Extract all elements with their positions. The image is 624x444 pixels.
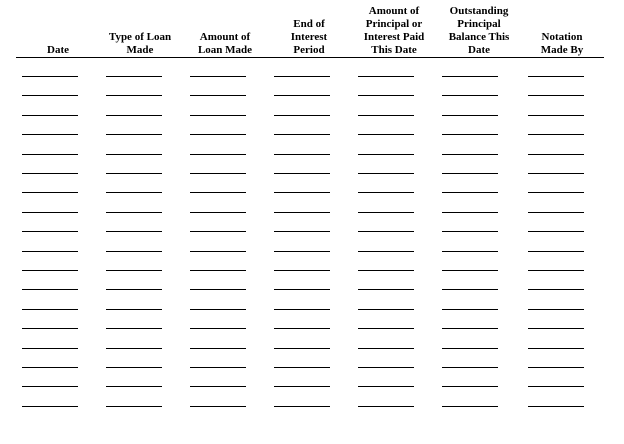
blank-line-end-of-interest-period bbox=[274, 173, 330, 174]
blank-line-amount-of-loan bbox=[190, 348, 246, 349]
blank-line-end-of-interest-period bbox=[274, 406, 330, 407]
blank-line-type-of-loan bbox=[106, 192, 162, 193]
blank-line-type-of-loan bbox=[106, 309, 162, 310]
blank-line-outstanding-balance bbox=[442, 251, 498, 252]
blank-line-amount-paid bbox=[358, 134, 414, 135]
blank-line-amount-paid bbox=[358, 76, 414, 77]
column-header-amount-of-loan: Amount of Loan Made bbox=[197, 31, 253, 56]
blank-line-date bbox=[22, 154, 78, 155]
blank-line-amount-of-loan bbox=[190, 289, 246, 290]
blank-line-date bbox=[22, 386, 78, 387]
blank-line-type-of-loan bbox=[106, 367, 162, 368]
blank-line-outstanding-balance bbox=[442, 309, 498, 310]
blank-line-amount-paid bbox=[358, 251, 414, 252]
blank-line-amount-of-loan bbox=[190, 115, 246, 116]
blank-line-amount-paid bbox=[358, 212, 414, 213]
blank-line-end-of-interest-period bbox=[274, 154, 330, 155]
blank-line-date bbox=[22, 289, 78, 290]
blank-line-amount-paid bbox=[358, 309, 414, 310]
blank-line-date bbox=[22, 95, 78, 96]
blank-line-type-of-loan bbox=[106, 76, 162, 77]
blank-line-amount-of-loan bbox=[190, 95, 246, 96]
blank-line-outstanding-balance bbox=[442, 95, 498, 96]
blank-line-outstanding-balance bbox=[442, 173, 498, 174]
blank-line-outstanding-balance bbox=[442, 289, 498, 290]
blank-line-outstanding-balance bbox=[442, 348, 498, 349]
blank-line-amount-paid bbox=[358, 173, 414, 174]
blank-line-end-of-interest-period bbox=[274, 115, 330, 116]
blank-line-outstanding-balance bbox=[442, 76, 498, 77]
blank-line-outstanding-balance bbox=[442, 134, 498, 135]
blank-line-end-of-interest-period bbox=[274, 367, 330, 368]
blank-line-amount-of-loan bbox=[190, 173, 246, 174]
blank-line-date bbox=[22, 328, 78, 329]
blank-line-amount-of-loan bbox=[190, 212, 246, 213]
blank-line-amount-of-loan bbox=[190, 270, 246, 271]
blank-line-amount-paid bbox=[358, 289, 414, 290]
blank-line-amount-of-loan bbox=[190, 406, 246, 407]
blank-line-date bbox=[22, 212, 78, 213]
blank-line-date bbox=[22, 251, 78, 252]
blank-line-type-of-loan bbox=[106, 270, 162, 271]
blank-line-amount-paid bbox=[358, 386, 414, 387]
blank-line-notation-made-by bbox=[528, 367, 584, 368]
blank-line-amount-of-loan bbox=[190, 134, 246, 135]
blank-line-amount-of-loan bbox=[190, 251, 246, 252]
blank-line-type-of-loan bbox=[106, 95, 162, 96]
blank-line-notation-made-by bbox=[528, 328, 584, 329]
blank-line-outstanding-balance bbox=[442, 231, 498, 232]
blank-line-amount-paid bbox=[358, 115, 414, 116]
column-header-end-of-interest-period: End of Interest Period bbox=[290, 18, 328, 56]
blank-line-end-of-interest-period bbox=[274, 348, 330, 349]
blank-line-outstanding-balance bbox=[442, 212, 498, 213]
blank-line-notation-made-by bbox=[528, 406, 584, 407]
blank-line-amount-paid bbox=[358, 95, 414, 96]
blank-line-outstanding-balance bbox=[442, 386, 498, 387]
blank-line-type-of-loan bbox=[106, 289, 162, 290]
blank-line-amount-of-loan bbox=[190, 154, 246, 155]
blank-line-outstanding-balance bbox=[442, 192, 498, 193]
blank-line-end-of-interest-period bbox=[274, 231, 330, 232]
blank-line-amount-paid bbox=[358, 328, 414, 329]
blank-line-end-of-interest-period bbox=[274, 386, 330, 387]
blank-line-outstanding-balance bbox=[442, 154, 498, 155]
blank-line-end-of-interest-period bbox=[274, 328, 330, 329]
blank-line-end-of-interest-period bbox=[274, 289, 330, 290]
blank-line-outstanding-balance bbox=[442, 328, 498, 329]
blank-line-type-of-loan bbox=[106, 348, 162, 349]
blank-line-notation-made-by bbox=[528, 154, 584, 155]
blank-line-amount-of-loan bbox=[190, 76, 246, 77]
blank-line-end-of-interest-period bbox=[274, 270, 330, 271]
blank-line-date bbox=[22, 406, 78, 407]
blank-line-amount-paid bbox=[358, 367, 414, 368]
blank-line-outstanding-balance bbox=[442, 367, 498, 368]
blank-line-type-of-loan bbox=[106, 212, 162, 213]
blank-line-notation-made-by bbox=[528, 95, 584, 96]
blank-line-end-of-interest-period bbox=[274, 95, 330, 96]
blank-line-type-of-loan bbox=[106, 251, 162, 252]
blank-line-date bbox=[22, 134, 78, 135]
column-header-outstanding-balance: Outstanding Principal Balance This Date bbox=[448, 5, 510, 56]
blank-line-date bbox=[22, 270, 78, 271]
blank-line-notation-made-by bbox=[528, 115, 584, 116]
blank-line-notation-made-by bbox=[528, 289, 584, 290]
blank-line-notation-made-by bbox=[528, 231, 584, 232]
blank-line-date bbox=[22, 192, 78, 193]
blank-line-notation-made-by bbox=[528, 173, 584, 174]
blank-line-end-of-interest-period bbox=[274, 76, 330, 77]
blank-line-amount-of-loan bbox=[190, 231, 246, 232]
blank-line-amount-of-loan bbox=[190, 192, 246, 193]
blank-line-type-of-loan bbox=[106, 386, 162, 387]
blank-line-outstanding-balance bbox=[442, 270, 498, 271]
blank-line-end-of-interest-period bbox=[274, 309, 330, 310]
column-header-date: Date bbox=[47, 44, 69, 56]
blank-line-type-of-loan bbox=[106, 328, 162, 329]
blank-line-date bbox=[22, 348, 78, 349]
blank-line-end-of-interest-period bbox=[274, 251, 330, 252]
blank-line-notation-made-by bbox=[528, 76, 584, 77]
blank-line-outstanding-balance bbox=[442, 115, 498, 116]
header-rule bbox=[16, 57, 604, 58]
blank-line-type-of-loan bbox=[106, 231, 162, 232]
blank-line-amount-of-loan bbox=[190, 328, 246, 329]
blank-line-outstanding-balance bbox=[442, 406, 498, 407]
blank-line-notation-made-by bbox=[528, 134, 584, 135]
blank-line-amount-paid bbox=[358, 348, 414, 349]
blank-line-type-of-loan bbox=[106, 115, 162, 116]
blank-line-notation-made-by bbox=[528, 212, 584, 213]
blank-line-notation-made-by bbox=[528, 386, 584, 387]
blank-line-amount-paid bbox=[358, 231, 414, 232]
column-header-type-of-loan: Type of Loan Made bbox=[108, 31, 172, 56]
blank-line-amount-paid bbox=[358, 270, 414, 271]
column-header-amount-paid: Amount of Principal or Interest Paid This Date bbox=[363, 5, 425, 56]
blank-line-type-of-loan bbox=[106, 154, 162, 155]
blank-line-notation-made-by bbox=[528, 270, 584, 271]
blank-line-end-of-interest-period bbox=[274, 212, 330, 213]
blank-line-type-of-loan bbox=[106, 173, 162, 174]
blank-line-amount-paid bbox=[358, 406, 414, 407]
blank-line-amount-of-loan bbox=[190, 309, 246, 310]
blank-line-type-of-loan bbox=[106, 406, 162, 407]
blank-line-notation-made-by bbox=[528, 192, 584, 193]
blank-line-date bbox=[22, 115, 78, 116]
blank-line-notation-made-by bbox=[528, 251, 584, 252]
blank-line-type-of-loan bbox=[106, 134, 162, 135]
blank-line-amount-paid bbox=[358, 154, 414, 155]
blank-line-amount-of-loan bbox=[190, 367, 246, 368]
column-header-notation-made-by: Notation Made By bbox=[540, 31, 584, 56]
blank-line-notation-made-by bbox=[528, 348, 584, 349]
blank-line-amount-of-loan bbox=[190, 386, 246, 387]
blank-line-notation-made-by bbox=[528, 309, 584, 310]
blank-line-end-of-interest-period bbox=[274, 134, 330, 135]
blank-line-date bbox=[22, 173, 78, 174]
blank-line-date bbox=[22, 231, 78, 232]
blank-line-date bbox=[22, 76, 78, 77]
blank-line-end-of-interest-period bbox=[274, 192, 330, 193]
blank-line-date bbox=[22, 309, 78, 310]
blank-line-amount-paid bbox=[358, 192, 414, 193]
blank-line-date bbox=[22, 367, 78, 368]
